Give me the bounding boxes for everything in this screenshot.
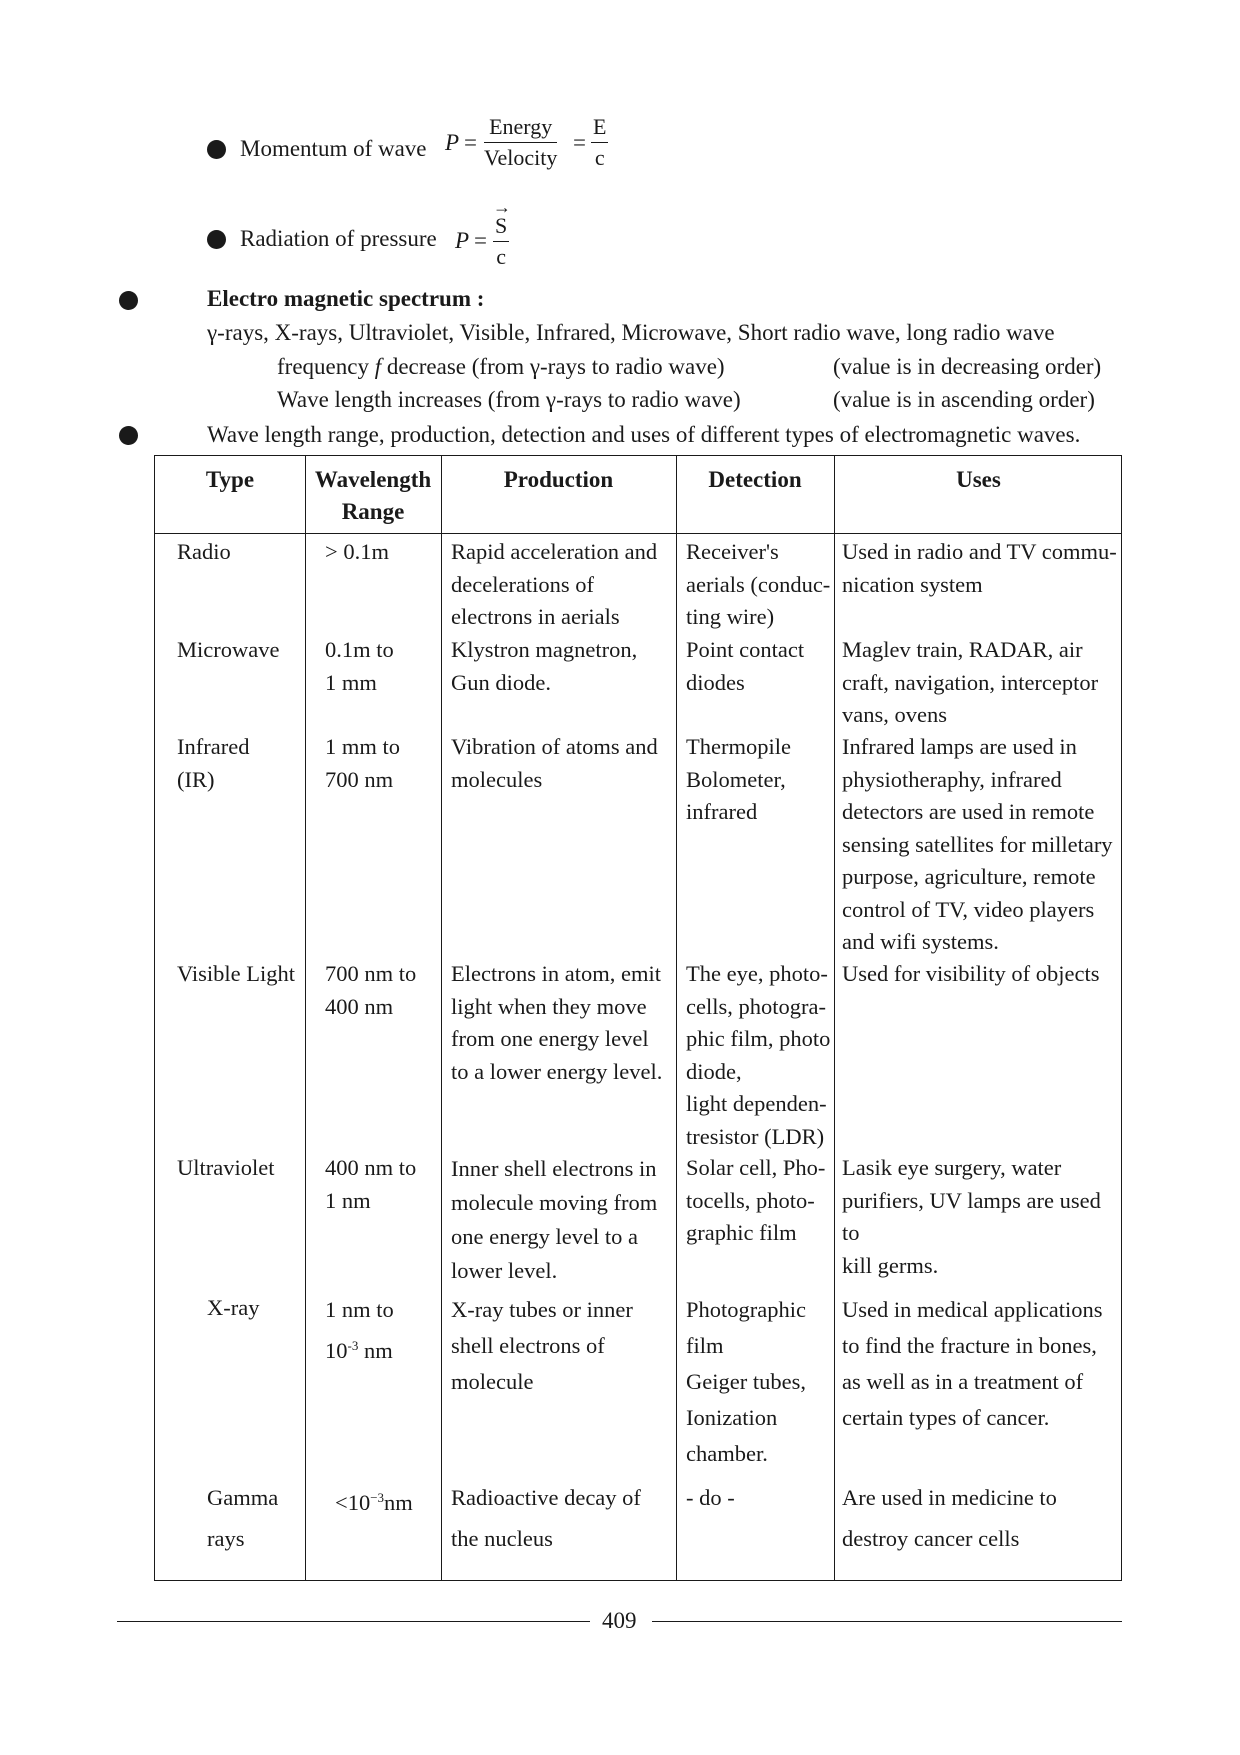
wavelength-note: (value is in ascending order) — [833, 387, 1095, 412]
bullet-icon — [119, 291, 138, 310]
footer-rule-left — [117, 1621, 590, 1622]
cell-type: Ultraviolet — [177, 1155, 275, 1180]
header-type: Type — [205, 467, 255, 492]
vector-arrow-icon: → — [493, 197, 511, 217]
range-unit: nm — [384, 1490, 413, 1515]
pressure-denominator: c — [496, 244, 506, 269]
cell-range — [325, 1292, 394, 1369]
cell-uses: Are used in medicine to destroy cancer cells — [842, 1485, 1057, 1551]
column-divider — [305, 456, 306, 1580]
cell-range: 0.1m to 1 mm — [325, 637, 394, 695]
momentum-numerator-2: E — [591, 112, 608, 143]
page-number: 409 — [602, 1608, 637, 1633]
cell-type: Gamma rays — [207, 1485, 279, 1551]
cell-range: 700 nm to 400 nm — [325, 961, 417, 1019]
range-unit: nm — [358, 1338, 393, 1363]
momentum-label: Momentum of wave — [240, 136, 427, 161]
cell-uses: Used in medical applications to find the fracture in bones, as well as in a treatment of certain types of cancer. — [842, 1297, 1103, 1430]
cell-uses: Used in radio and TV commu- nication system — [842, 539, 1117, 597]
spectrum-list: γ-rays, X-rays, Ultraviolet, Visible, Infrared, Microwave, Short radio wave, long radio wave — [207, 320, 1055, 345]
cell-detection: Point contact diodes — [686, 637, 805, 695]
momentum-denominator-2: c — [594, 145, 605, 170]
cell-range: 1 mm to 700 nm — [325, 734, 401, 792]
pressure-fraction — [493, 211, 509, 272]
column-divider — [441, 456, 442, 1580]
header-detection: Detection — [708, 467, 802, 492]
pressure-numerator: S — [493, 211, 509, 242]
cell-type: Visible Light — [177, 961, 296, 986]
cell-production: X-ray tubes or inner shell electrons of molecule — [451, 1297, 633, 1394]
range-base: 10 — [325, 1338, 348, 1363]
column-divider — [834, 456, 835, 1580]
pressure-lhs: P — [455, 228, 470, 253]
header-uses: Uses — [956, 467, 1001, 492]
momentum-numerator: Energy — [484, 112, 557, 143]
frequency-line — [277, 352, 725, 382]
frequency-text-2: decrease (from γ-rays to radio wave) — [381, 354, 725, 379]
cell-production: Inner shell electrons in molecule moving from one energy level to a lower level. — [451, 1156, 658, 1283]
bullet-icon — [207, 230, 226, 249]
pressure-eq: = — [474, 228, 487, 253]
range-base: <10 — [335, 1490, 371, 1515]
momentum-eq2: = — [573, 130, 586, 155]
cell-type-text: X-ray — [207, 1295, 260, 1320]
header-production: Production — [503, 467, 614, 492]
cell-uses: Used for visibility of objects — [842, 961, 1100, 986]
cell-detection: Solar cell, Pho- tocells, photo- graphic film — [686, 1155, 826, 1245]
cell-range: 400 nm to 1 nm — [325, 1155, 417, 1213]
cell-range — [335, 1477, 413, 1523]
header-divider — [155, 533, 1121, 534]
momentum-fraction — [484, 112, 557, 173]
frequency-symbol: f — [374, 354, 382, 379]
em-waves-table — [154, 455, 1122, 1581]
frequency-note: (value is in decreasing order) — [833, 354, 1102, 379]
cell-production: Rapid acceleration and decelerations of electrons in aerials — [451, 539, 658, 629]
cell-detection: The eye, photo- cells, photogra- phic film, photo diode, light dependen- tresistor (LDR) — [686, 961, 831, 1149]
pressure-label: Radiation of pressure — [240, 226, 437, 251]
range-line-1: 1 nm to — [325, 1297, 394, 1322]
cell-type — [207, 1292, 259, 1325]
cell-detection: Receiver's aerials (conduc- ting wire) — [686, 539, 831, 629]
momentum-fraction-2 — [591, 112, 608, 173]
momentum-denominator: Velocity — [484, 145, 558, 170]
cell-type: Infrared (IR) — [177, 734, 250, 792]
cell-type: Microwave — [177, 637, 280, 662]
cell-range: > 0.1m — [325, 539, 389, 564]
cell-production: Vibration of atoms and molecules — [451, 734, 658, 792]
header-range: Wavelength Range — [314, 467, 432, 524]
frequency-text: frequency — [277, 354, 375, 379]
range-line-2 — [325, 1328, 394, 1369]
spectrum-heading: Electro magnetic spectrum : — [207, 286, 485, 311]
cell-production: Electrons in atom, emit light when they move from one energy level to a lower energy level. — [451, 961, 663, 1084]
range-exponent: −3 — [370, 1490, 385, 1505]
table-intro: Wave length range, production, detection and uses of different types of electromagnetic waves. — [207, 422, 1081, 447]
bullet-icon — [207, 140, 226, 159]
momentum-eq: = — [464, 130, 477, 155]
footer-rule-right — [652, 1621, 1122, 1622]
cell-production: Radioactive decay of the nucleus — [451, 1485, 641, 1551]
cell-type: Radio — [177, 539, 231, 564]
wavelength-line: Wave length increases (from γ-rays to radio wave) — [277, 387, 741, 412]
momentum-lhs: P — [445, 130, 460, 155]
bullet-icon — [119, 426, 138, 445]
cell-uses: Lasik eye surgery, water purifiers, UV lamps are used to kill germs. — [842, 1155, 1101, 1278]
column-divider — [676, 456, 677, 1580]
cell-detection: - do - — [686, 1485, 735, 1510]
range-exponent: -3 — [347, 1338, 359, 1353]
cell-uses: Maglev train, RADAR, air craft, navigation, interceptor vans, ovens — [842, 637, 1099, 727]
cell-production: Klystron magnetron, Gun diode. — [451, 637, 638, 695]
cell-uses: Infrared lamps are used in physiotheraphy, infrared detectors are used in remote sensing satellites for milletary purpose, agriculture, remote control of TV, video players and wifi systems. — [842, 734, 1113, 954]
cell-detection: Thermopile Bolometer, infrared — [686, 734, 791, 824]
cell-detection: Photographic film Geiger tubes, Ionization chamber. — [686, 1297, 806, 1466]
